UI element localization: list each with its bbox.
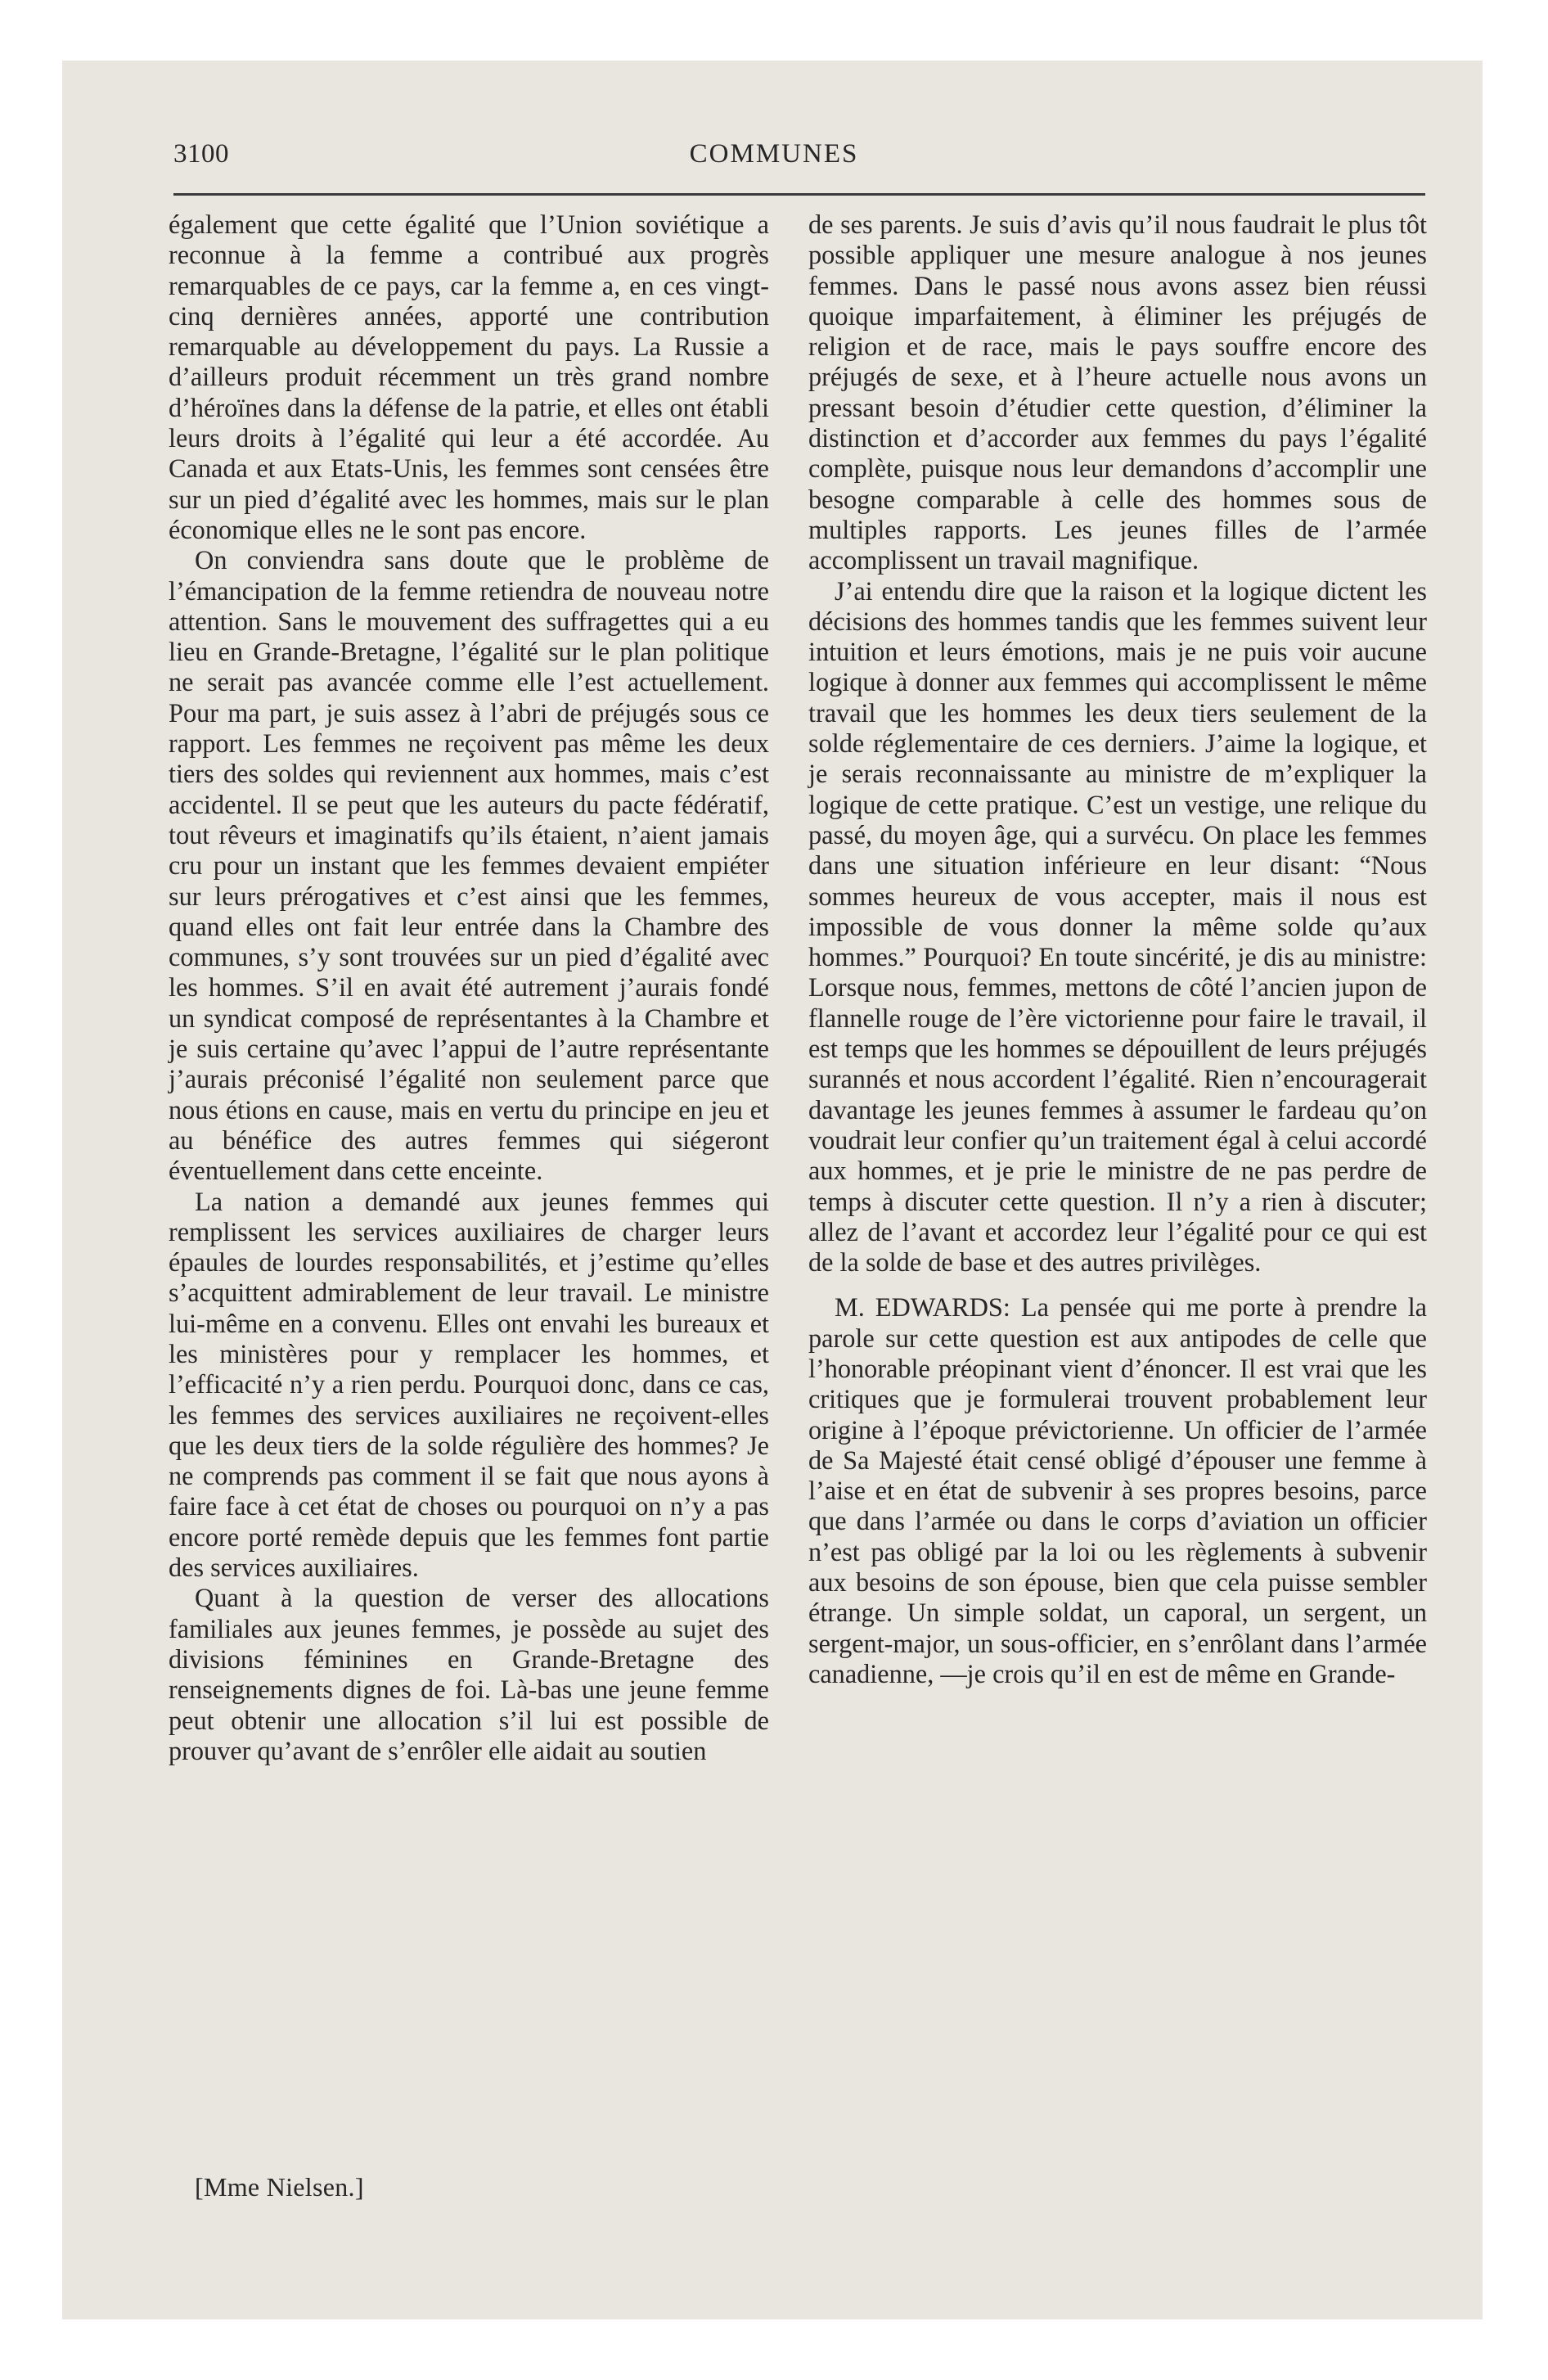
left-paragraph-2: On conviendra sans doute que le problème de l’émancipation de la femme retiendra de nouveau notre attention. Sans le mouvement des suffragettes qui a eu lieu en Grande-Bretagne, l’égalité sur le plan politique ne serait pas avancée comme elle l’est actuellement. Pour ma part, je suis assez à l’abri de préjugés sous ce rapport. Les femmes ne reçoivent pas même les deux tiers des soldes qui reviennent aux hommes, mais c’est accidentel. Il se peut que les auteurs du pacte fédératif, tout rêveurs et imaginatifs qu’ils étaient, n’aient jamais cru pour un instant que les femmes devaient empiéter sur leurs prérogatives et c’est ainsi que les femmes, quand elles ont fait leur entrée dans la Chambre des communes, s’y sont trouvées sur un pied d’égalité avec les hommes. S’il en avait été autrement j’aurais fondé un syndicat composé de représentantes à la Chambre et je suis certaine qu’avec l’appui de l’autre représentante j’aurais préconisé l’égalité non seulement parce que nous étions en cause, mais en vertu du principe en jeu et au bénéfice des autres femmes qui siégeront éventuellement dans cette enceinte. <box>169 545 769 1186</box>
right-paragraph-3: M. EDWARDS: La pensée qui me porte à prendre la parole sur cette question est aux antipodes de celle que l’honorable préopinant vient d’énoncer. Il est vrai que les critiques que je formulerai trouvent probablement leur origine à l’époque prévictorienne. Un officier de l’armée de Sa Majesté était censé obligé d’épouser une femme à l’aise et en état de subvenir à ses propres besoins, parce que dans l’armée ou dans le corps d’aviation un officier n’est pas obligé par la loi ou les règlements à subvenir aux besoins de son épouse, bien que cela puisse sembler étrange. Un simple soldat, un caporal, un sergent, un sergent-major, un sous-officier, en s’enrôlant dans l’armée canadienne, —je crois qu’il en est de même en Grande- <box>808 1292 1427 1688</box>
left-paragraph-1: également que cette égalité que l’Union soviétique a reconnue à la femme a contribué aux progrès remarquables de ce pays, car la femme a, en ces vingt-cinq dernières années, apporté une contribution remarquable au développement du pays. La Russie a d’ailleurs produit récemment un très grand nombre d’héroïnes dans la défense de la patrie, et elles ont établi leurs droits à l’égalité qui leur a été accordée. Au Canada et aux Etats-Unis, les femmes sont censées être sur un pied d’égalité avec les hommes, mais sur le plan économique elles ne le sont pas encore. <box>169 210 769 544</box>
right-paragraph-2: J’ai entendu dire que la raison et la logique dictent les décisions des hommes tandis que les femmes suivent leur intuition et leurs émotions, mais je ne puis voir aucune logique à donner aux femmes qui accomplissent le même travail que les hommes les deux tiers seulement de la solde réglementaire de ces derniers. J’aime la logique, et je serais reconnaissante au ministre de m’expliquer la logique de cette pratique. C’est un vestige, une relique du passé, du moyen âge, qui a survécu. On place les femmes dans une situation inférieure en leur disant: “Nous sommes heureux de vous accepter, mais il nous est impossible de vous donner la même solde qu’aux hommes.” Pourquoi? En toute sincérité, je dis au ministre: Lorsque nous, femmes, mettons de côté l’ancien jupon de flannelle rouge de l’ère victorienne pour faire le travail, il est temps que les hommes se dépouillent de leurs préjugés surannés et nous accordent l’égalité. Rien n’encouragerait davantage les jeunes femmes à assumer le fardeau qu’on voudrait leur confier qu’un traitement égal à celui accordé aux hommes, et je prie le ministre de ne pas perdre de temps à discuter cette question. Il n’y a rien à discuter; allez de l’avant et accordez leur l’égalité pour ce qui est de la solde de base et des autres privilèges. <box>808 575 1427 1278</box>
page-header <box>111 139 1437 178</box>
right-paragraph-1: de ses parents. Je suis d’avis qu’il nous faudrait le plus tôt possible appliquer une mesure analogue à nos jeunes femmes. Dans le passé nous avons assez bien réussi quoique imparfaitement, à éliminer les préjugés de religion et de race, mais le pays souffre encore des préjugés de sexe, et à l’heure actuelle nous avons un pressant besoin d’étudier cette question, d’éliminer la distinction et d’accorder aux femmes du pays l’égalité complète, puisque nous leur demandons d’accomplir une besogne comparable à celle des hommes sous de multiples rapports. Les jeunes filles de l’armée accomplissent un travail magnifique. <box>808 210 1427 575</box>
left-column <box>169 210 769 1766</box>
left-paragraph-4: Quant à la question de verser des allocations familiales aux jeunes femmes, je possède au sujet des divisions féminines en Grande-Bretagne des renseignements dignes de foi. Là-bas une jeune femme peut obtenir une allocation s’il lui est possible de prouver qu’avant de s’enrôler elle aidait au soutien <box>169 1583 769 1765</box>
page-number: 3100 <box>173 139 229 169</box>
header-rule <box>173 193 1425 196</box>
running-head: COMMUNES <box>689 139 859 169</box>
speaker-attribution: [Mme Nielsen.] <box>195 2172 364 2202</box>
right-column <box>808 210 1427 1689</box>
left-paragraph-3: La nation a demandé aux jeunes femmes qui remplissent les services auxiliaires de charger leurs épaules de lourdes responsabilités, et j’estime qu’elles s’acquittent admirablement de leur travail. Le ministre lui-même en a convenu. Elles ont envahi les bureaux et les ministères pour y remplacer les hommes, et l’efficacité n’y a rien perdu. Pourquoi donc, dans ce cas, les femmes des services auxiliaires ne reçoivent-elles que les deux tiers de la solde régulière des hommes? Je ne comprends pas comment il se fait que nous ayons à faire face à cet état de choses ou pourquoi on n’y a pas encore porté remède depuis que les femmes font partie des services auxiliaires. <box>169 1186 769 1583</box>
